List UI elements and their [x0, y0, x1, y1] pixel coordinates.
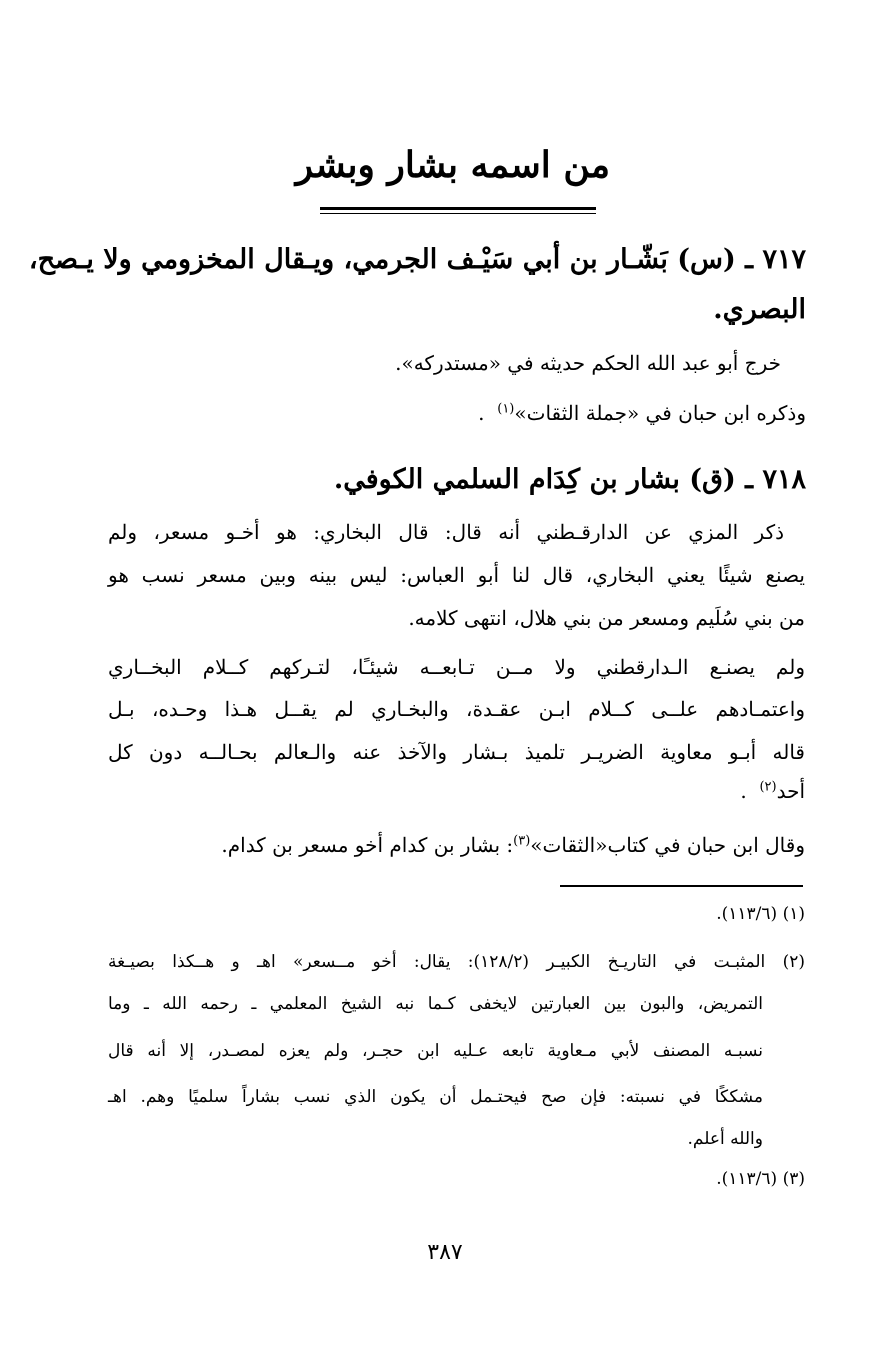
- footnote-2-line4: مشككًا في نسبته: فإن صح فيحتـمل أن يكون الذي نسب بشاراً سلميًا وهم. اهـ: [108, 1087, 763, 1107]
- footnote-2-line2: التمريض، والبون بين العبارتين لايخفى كـما نبه الشيخ المعلمي ـ رحمه الله ـ وما: [108, 994, 763, 1014]
- section-title: من اسمه بشار وبشر: [295, 144, 610, 186]
- entry-717-heading-line2: البصري.: [713, 294, 806, 325]
- entry-718-para2-line1: ولم يصنـع الـدارقطني ولا مــن تـابعــه شيئـًا، لتـركهم كــلام البخــاري: [108, 655, 805, 679]
- entry-718-para1-line2: يصنع شيئًا يعني البخاري، قال لنا أبو العباس: ليس بينه وبين مسعر نسب هو: [108, 563, 805, 587]
- footnote-ref-1: (١): [497, 401, 515, 417]
- entry-717-line1: خرج أبو عبد الله الحكم حديثه في «مستدركه».: [395, 351, 781, 375]
- footnote-ref-3: (٣): [513, 833, 531, 849]
- footnote-divider: [560, 885, 803, 887]
- entry-718-para3-end: : بشار بن كدام أخو مسعر بن كدام.: [221, 833, 514, 857]
- footnote-3: (٣) (١١٣/٦).: [716, 1169, 805, 1189]
- entry-718-para2-line3: قاله أبـو معاوية الضريـر تلميذ بـشار والآخذ عنه والـعالم بحـالــه دون كل: [108, 740, 805, 764]
- footnote-2-line3: نسبـه المصنف لأبي مـعاوية تابعه عـليه ابن حجـر، ولم يعزه لمصـدر، إلا أنه قال: [108, 1041, 763, 1061]
- title-underline: [320, 207, 596, 210]
- footnote-2-line5: والله أعلم.: [687, 1129, 763, 1149]
- entry-718-para1-line3: من بني سُلَيم ومسعر من بني هلال، انتهى كلامه.: [408, 606, 805, 630]
- title-underline-thin: [320, 213, 596, 214]
- entry-718-para2-last: أحد: [776, 779, 805, 803]
- entry-717-line2-text: وذكره ابن حبان في «جملة الثقات»: [514, 401, 806, 425]
- entry-717-heading-line1: ٧١٧ ـ (س) بَشّـار بن أبي سَيْـف الجرمي، ويـقال المخزومي ولا يـصح،: [28, 244, 806, 275]
- entry-717-line2: [478, 398, 806, 428]
- entry-718-heading: ٧١٨ ـ (ق) بشار بن كِدَام السلمي الكوفي.: [333, 464, 806, 495]
- footnote-1: (١) (١١٣/٦).: [716, 904, 805, 924]
- entry-718-para3-start: وقال ابن حبان في كتاب«الثقات»: [530, 833, 805, 857]
- entry-718-para3: [221, 830, 805, 860]
- entry-718-para2-end: .: [740, 779, 747, 803]
- page-number: ٣٨٧: [427, 1240, 463, 1265]
- entry-717-line2-end: .: [478, 401, 485, 425]
- entry-718-para2-line4: [740, 776, 805, 806]
- footnote-ref-2: (٢): [759, 779, 777, 795]
- footnote-2-line1: (٢) المثبـت في التاريـخ الكبيـر (١٢٨/٢): يقال: أخو مــسعر» اهـ و هــكذا بصيـغة: [108, 952, 805, 972]
- entry-718-para2-line2: واعتمـادهم علــى كــلام ابـن عقـدة، والبخـاري لم يقــل هـذا وحـده، بـل: [108, 697, 805, 721]
- entry-718-para1-line1: ذكر المزي عن الدارقـطني أنه قال: قال البخاري: هو أخـو مسعر، ولم: [108, 520, 784, 544]
